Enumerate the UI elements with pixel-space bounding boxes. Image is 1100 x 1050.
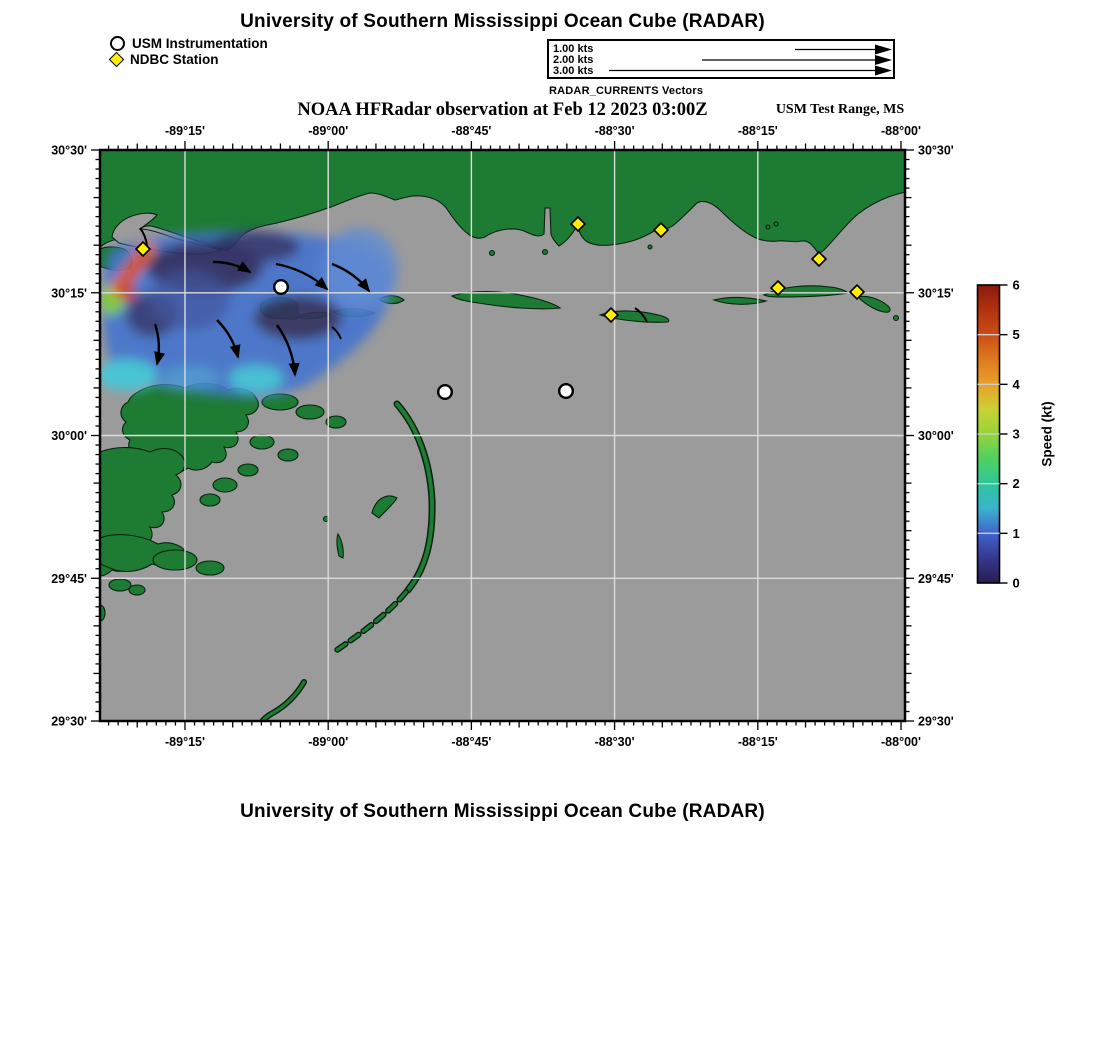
legend-usm-label: USM Instrumentation (132, 35, 268, 51)
lat-label-right: 29°45' (918, 571, 954, 586)
colorbar-tick-label: 1 (1012, 525, 1020, 541)
lon-label-top: -88°30' (594, 124, 635, 138)
lon-label-top: -88°45' (451, 124, 492, 138)
colorbar-tick-label: 6 (1012, 277, 1020, 293)
islet (766, 225, 770, 229)
islet (543, 250, 548, 255)
lat-label-right: 30°30' (918, 143, 954, 158)
footer-title: University of Southern Mississippi Ocean Cube (RADAR) (240, 801, 765, 822)
lon-label-bottom: -89°15' (165, 735, 205, 749)
colorbar-tick-label: 4 (1012, 376, 1020, 392)
usm-station-marker (438, 385, 452, 399)
lon-label-top: -89°15' (165, 124, 205, 138)
lon-label-bottom: -88°30' (594, 735, 635, 749)
lat-label-right: 29°30' (918, 714, 954, 729)
lat-label-left: 29°30' (51, 714, 87, 729)
islet (894, 316, 899, 321)
lat-label-left: 30°30' (51, 143, 87, 158)
figure-title: University of Southern Mississippi Ocean Cube (RADAR) (240, 11, 765, 32)
lon-label-bottom: -89°00' (308, 735, 349, 749)
colorbar-tick-label: 0 (1012, 575, 1020, 591)
lat-label-right: 30°00' (918, 429, 954, 443)
legend-ndbc-label: NDBC Station (130, 51, 219, 67)
colorbar (978, 278, 1055, 591)
lon-label-bottom: -88°00' (881, 735, 921, 749)
lon-label-top: -88°00' (881, 124, 921, 138)
lat-label-left: 30°00' (51, 429, 87, 443)
colorbar-tick-label: 3 (1012, 426, 1020, 442)
lon-label-bottom: -88°45' (451, 735, 492, 749)
lat-label-right: 30°15' (918, 286, 954, 301)
vector-scale-caption: RADAR_CURRENTS Vectors (549, 85, 704, 97)
lat-label-left: 30°15' (51, 286, 87, 301)
region-label: USM Test Range, MS (775, 102, 905, 117)
observation-subtitle: NOAA HFRadar observation at Feb 12 2023 03:00Z (297, 100, 708, 120)
vector-scale-3kt: 3.00 kts (553, 65, 594, 77)
lon-label-top: -89°00' (308, 124, 349, 138)
colorbar-tick-label: 2 (1012, 476, 1020, 492)
usm-station-marker (559, 384, 573, 398)
lon-label-top: -88°15' (737, 124, 778, 138)
vector-scale-2kt: 2.00 kts (553, 54, 594, 66)
lat-label-left: 29°45' (51, 571, 87, 586)
vector-scale-1kt: 1.00 kts (553, 43, 594, 55)
colorbar-tick-label: 5 (1012, 327, 1020, 343)
colorbar-label: Speed (kt) (1039, 401, 1055, 467)
lon-label-bottom: -88°15' (737, 735, 778, 749)
islet (774, 222, 778, 226)
islet (648, 245, 652, 249)
usm-station-marker (274, 280, 288, 294)
islet (490, 251, 495, 256)
